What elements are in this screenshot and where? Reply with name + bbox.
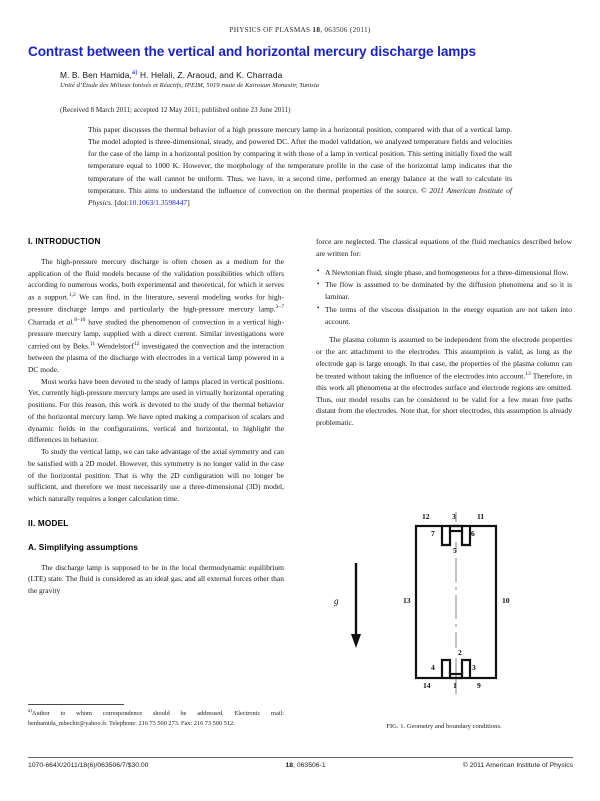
- doi-link[interactable]: 10.1063/1.3598447: [128, 197, 188, 207]
- citation-ref-8-10[interactable]: 8–10: [74, 316, 86, 323]
- affiliation: Unité d’Étude des Milieux Ionisés et Réactifs, IPEIM, 5019 route de Kairouan Monastir, Tunisia: [60, 82, 320, 89]
- footer-issn-price: 1070-664X/2011/18(6)/063506/7/$30.00: [28, 762, 149, 769]
- footer-article-page: , 063506-1: [293, 762, 326, 769]
- citation-ref-11[interactable]: 11: [89, 340, 96, 347]
- intro-paragraph-2: Most works have been devoted to the study of lamps placed in vertical positions. Yet, currently high-pressure mercury lamps are used in virtually horizontal operating positions. For this reason, this work is devoted to the study of the thermal behavior of the horizontal mercury lamp. We have opted making a comparison of scalars and dynamic fields in the configurations, vertical and horizontal, to highlight the differences in behavior.: [28, 376, 284, 445]
- figure-label-10: 10: [502, 596, 510, 605]
- column-right: [316, 236, 572, 429]
- figure-label-14: 14: [423, 681, 431, 690]
- column-left: [28, 236, 284, 597]
- journal-article-id: , 063506 (2011): [320, 26, 371, 34]
- abstract: [88, 124, 512, 209]
- intro-p1-f: investigated the convection and the interaction between the plasma of the discharge with electrodes in a vertical lamp powered in a DC mode.: [28, 341, 284, 374]
- abstract-copyright: © 2011 American Institute of Physics: [88, 185, 512, 207]
- figure-label-4: 4: [431, 663, 435, 672]
- figure-label-13: 13: [403, 596, 411, 605]
- journal-volume: 18: [312, 26, 321, 34]
- assumptions-bullet-list: [316, 267, 572, 328]
- intro-p1-c: Charrada: [28, 317, 59, 327]
- figure-label-12: 12: [422, 512, 430, 521]
- citation-ref-12[interactable]: 12: [133, 340, 140, 347]
- subsection-heading-simplifying-assumptions: A. Simplifying assumptions: [28, 542, 138, 552]
- right-paragraph-2: [316, 334, 572, 429]
- intro-paragraph-1: [28, 256, 284, 376]
- intro-paragraph-3: To study the vertical lamp, we can take advantage of the axial symmetry and can be satisfied with a 2D model. However, this symmetry is no longer valid in the case of the horizontal position. That is why the 2D configuration will no longer be sufficient, and therefore we must necessarily use a three-dimensional (3D) model, which naturally requires a longer calculation time.: [28, 447, 284, 504]
- footnote-text: Author to whom correspondence should be addressed. Electronic mail: benhamida_mbechir@yahoo.fr. Telephone: 216 73 500 273. Fax: 216 73 500 512.: [28, 710, 284, 727]
- intro-p1-b: We can find, in the literature, several modeling works for high-pressure discharge lamps and particularly the high-pressure mercury lamp.: [28, 292, 284, 314]
- list-item: • The terms of the viscous dissipation in the energy equation are not taken into account.: [316, 304, 572, 328]
- citation-ref-3-7[interactable]: 3–7: [275, 304, 284, 311]
- doi-suffix: ]: [187, 197, 190, 207]
- footnote-divider: [28, 704, 124, 705]
- figure-label-1: 1: [453, 681, 457, 690]
- assumptions-paragraph-1: The discharge lamp is supposed to be in the local thermodynamic equilibrium (LTE) state. The fluid is considered as an ideal gas, and all external forces other than the gravity: [28, 562, 284, 596]
- page-title: Contrast between the vertical and horizontal mercury discharge lamps: [28, 44, 476, 59]
- footer-divider: [28, 757, 573, 758]
- journal-running-head: [0, 26, 600, 34]
- figure-label-5: 5: [453, 546, 457, 555]
- list-item: • A Newtonian fluid, single phase, and homogeneous for a three-dimensional flow.: [316, 267, 572, 279]
- list-item: • The flow is assumed to be dominated by the diffusion phenomena and so it is laminar.: [316, 279, 572, 303]
- figure-label-6: 6: [471, 529, 475, 538]
- journal-name: PHYSICS OF PLASMAS: [229, 26, 311, 34]
- right-p2-a: The plasma column is assumed to be independent from the electrode properties or the arc attachment to the electrodes. This assumption is valid, as long as the electrode gap is large enough. In that case, the properties of the plasma column can be treated without taking the influence of the electrodes into account.: [316, 335, 572, 381]
- page-footer: [28, 762, 573, 769]
- author-list: [60, 70, 560, 80]
- abstract-text: This paper discusses the thermal behavior of a high pressure mercury lamp in a horizontal position, compared with that of a vertical lamp. The model adopted is three-dimensional, steady, and powered DC. After the model validation, we analyzed temperature fields and velocities for the case of the lamp in a horizontal position by comparing it with those of a lamp in vertical position. This setting initially fixed the wall temperature equal to 1000 K. However, the morphology of the temperature profile in the case of the horizontal lamp indicates that the temperature of the wall cannot be uniform. Thus, we have, in a second time, performed an energy balance at the wall to calculate its temperature. This aims to understand the influence of convection on the thermal properties of the source.: [88, 125, 512, 195]
- intro-p1-d: have studied the phenomenon of convection in a vertical high-pressure mercury lamp, supplied with a direct current. Similar investigations were carried out by Beks.: [28, 317, 285, 351]
- footnote-marker: a): [28, 709, 32, 714]
- citation-ref-13[interactable]: 13: [525, 370, 531, 377]
- section-heading-model: II. MODEL: [28, 518, 69, 528]
- figure-label-9: 9: [477, 681, 481, 690]
- corresponding-author-marker[interactable]: a): [131, 70, 138, 77]
- footer-volume: 18: [285, 762, 294, 769]
- figure-label-7: 7: [431, 529, 435, 538]
- figure-caption: FIG. 1. Geometry and boundary conditions.: [386, 723, 502, 730]
- figure-label-1-right: 3: [472, 663, 476, 672]
- authors-part-1: M. B. Ben Hamida,: [60, 70, 132, 80]
- intro-p1-a: The high-pressure mercury discharge is often chosen as a medium for the application of the fluid models because of the validation possibilities which offers according to numerous works, both experimental and theoretical, for which it serves as a support.: [28, 256, 284, 302]
- right-p2-b: Therefore, in this work all phenomena at the electrodes surface and electrode regions are omitted. Thus, our model results can be considered to be valid for a few mean free paths distant from the electrodes. Note that, for short electrodes, this assumption is already problematic.: [316, 371, 572, 428]
- figure-label-3: 3: [452, 512, 456, 521]
- doi-prefix: . [doi:: [110, 197, 129, 207]
- authors-part-2: H. Helali, Z. Araoud, and K. Charrada: [137, 70, 283, 80]
- citation-ref-1-2[interactable]: 1,2: [68, 292, 76, 299]
- gravity-vector-label: g: [334, 596, 339, 606]
- section-heading-introduction: I. INTRODUCTION: [28, 237, 101, 246]
- publication-dates: (Received 8 March 2011; accepted 12 May 2011; published online 23 June 2011): [60, 106, 291, 114]
- footnote: [28, 708, 284, 728]
- figure-label-11: 11: [477, 512, 485, 521]
- footer-page-number: [286, 762, 326, 769]
- figure-1-geometry: [316, 508, 572, 708]
- footer-copyright: © 2011 American Institute of Physics: [462, 762, 573, 769]
- intro-p1-etal: et al.: [58, 317, 75, 327]
- figure-label-2: 2: [458, 648, 462, 657]
- right-paragraph-1: force are neglected. The classical equations of the fluid mechanics described below are written for:: [316, 237, 572, 258]
- intro-p1-e: Wendelstorf: [95, 341, 134, 351]
